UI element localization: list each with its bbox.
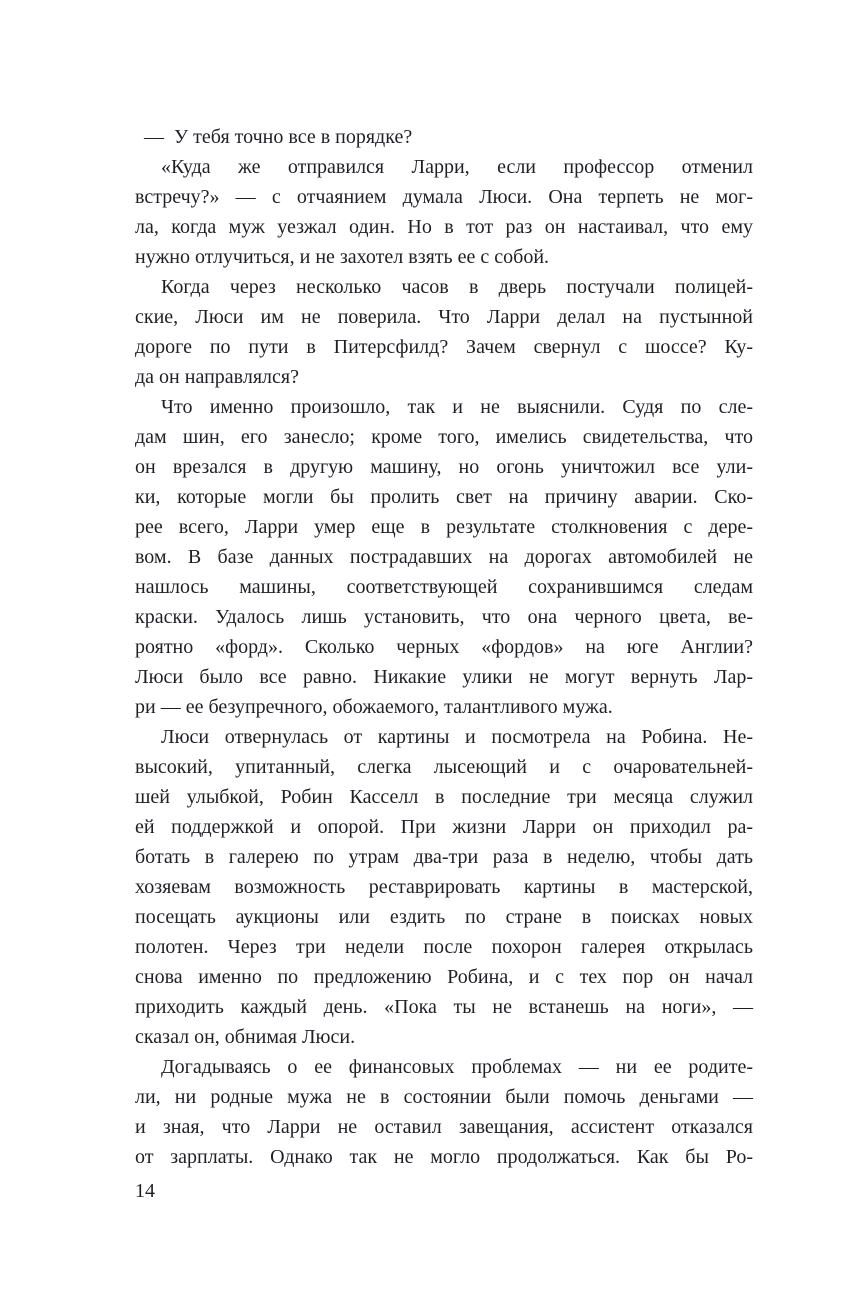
paragraph — [135, 122, 753, 152]
text-line: полотен. Через три недели после похорон галерея открылась — [135, 936, 753, 958]
text-line: ла, когда муж уезжал один. Но в тот раз он настаивал, что ему — [135, 216, 753, 238]
paragraph — [135, 392, 753, 722]
text-line: приходить каждый день. «Пока ты не встанешь на ноги», — — [135, 996, 753, 1018]
text-line: — У тебя точно все в порядке? — [144, 126, 413, 148]
text-line: да он направлялся? — [135, 366, 299, 388]
paragraph — [135, 722, 753, 1052]
text-line: ей поддержкой и опорой. При жизни Ларри он приходил ра- — [135, 816, 753, 838]
text-line: Догадываясь о ее финансовых проблемах — ни ее родите- — [161, 1056, 753, 1078]
text-line: встречу?» — с отчаянием думала Люси. Она терпеть не мог- — [135, 186, 753, 208]
text-line: дороге по пути в Питерсфилд? Зачем свернул с шоссе? Ку- — [135, 336, 753, 358]
page-number: 14 — [135, 1180, 155, 1202]
text-line: ли, ни родные мужа не в состоянии были помочь деньгами — — [135, 1086, 753, 1108]
text-line: рее всего, Ларри умер еще в результате столкновения с дере- — [135, 516, 753, 538]
text-line: снова именно по предложению Робина, и с тех пор он начал — [135, 966, 753, 988]
text-line: шей улыбкой, Робин Касселл в последние три месяца служил — [135, 786, 753, 808]
text-line: нашлось машины, соответствующей сохранившимся следам — [135, 576, 753, 598]
text-line: «Куда же отправился Ларри, если профессор отменил — [161, 156, 753, 178]
text-line: посещать аукционы или ездить по стране в поисках новых — [135, 906, 753, 928]
text-line: дам шин, его занесло; кроме того, имелись свидетельства, что — [135, 426, 753, 448]
text-line: Люси было все равно. Никакие улики не могут вернуть Лар- — [135, 666, 753, 688]
paragraph — [135, 272, 753, 392]
text-block — [135, 122, 753, 1172]
text-line: Когда через несколько часов в дверь постучали полицей- — [161, 276, 753, 298]
text-line: хозяевам возможность реставрировать картины в мастерской, — [135, 876, 753, 898]
text-line: краски. Удалось лишь установить, что она черного цвета, ве- — [135, 606, 753, 628]
text-line: роятно «форд». Сколько черных «фордов» на юге Англии? — [135, 636, 753, 658]
text-line: от зарплаты. Однако так не могло продолжаться. Как бы Ро- — [135, 1146, 753, 1168]
paragraph — [135, 152, 753, 272]
text-line: сказал он, обнимая Люси. — [135, 1026, 356, 1048]
paragraph — [135, 1052, 753, 1172]
text-line: высокий, упитанный, слегка лысеющий и с очаровательней- — [135, 756, 753, 778]
text-line: ки, которые могли бы пролить свет на причину аварии. Ско- — [135, 486, 753, 508]
text-line: ри — ее безупречного, обожаемого, талантливого мужа. — [135, 696, 613, 718]
text-line: Люси отвернулась от картины и посмотрела на Робина. Не- — [161, 726, 753, 748]
text-line: вом. В базе данных пострадавших на дорогах автомобилей не — [135, 546, 753, 568]
text-line: Что именно произошло, так и не выяснили. Судя по сле- — [161, 396, 753, 418]
text-line: ботать в галерею по утрам два-три раза в неделю, чтобы дать — [135, 846, 753, 868]
text-line: он врезался в другую машину, но огонь уничтожил все ули- — [135, 456, 753, 478]
text-line: и зная, что Ларри не оставил завещания, ассистент отказался — [135, 1116, 753, 1138]
text-line: нужно отлучиться, и не захотел взять ее с собой. — [135, 246, 550, 268]
text-line: ские, Люси им не поверила. Что Ларри делал на пустынной — [135, 306, 753, 328]
